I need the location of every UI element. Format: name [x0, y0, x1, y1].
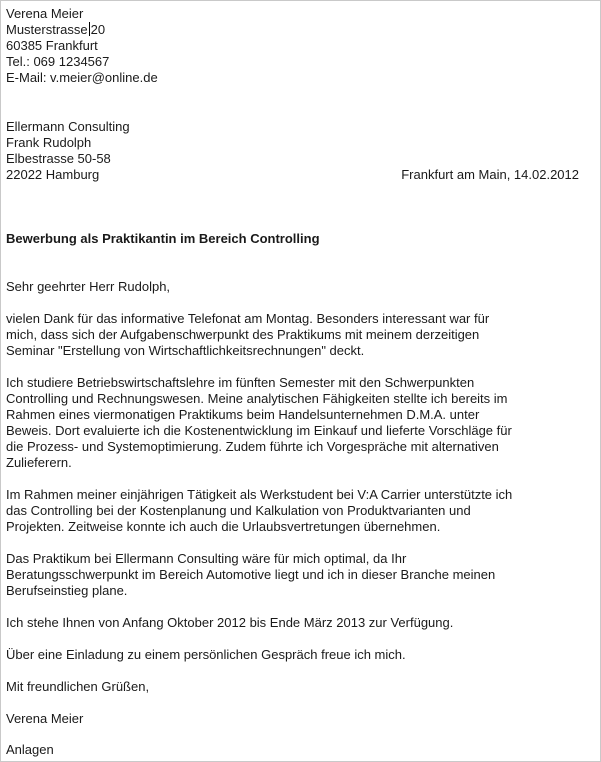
sender-email: E-Mail: v.meier@online.de	[6, 70, 158, 85]
paragraph-line: Zulieferern.	[6, 455, 72, 470]
recipient-street: Elbestrasse 50-58	[6, 151, 111, 166]
paragraph-line: Seminar "Erstellung von Wirtschaftlichkeitsrechnungen" deckt.	[6, 343, 365, 358]
sender-street	[6, 22, 105, 38]
text-cursor	[89, 22, 90, 36]
sender-street-name: Musterstrasse	[6, 22, 88, 37]
sender-city: 60385 Frankfurt	[6, 38, 98, 53]
enclosures: Anlagen	[6, 742, 54, 757]
paragraph-line: Über eine Einladung zu einem persönlichen Gespräch freue ich mich.	[6, 647, 406, 662]
paragraph-line: vielen Dank für das informative Telefonat am Montag. Besonders interessant war für	[6, 311, 490, 326]
paragraph-line: Im Rahmen meiner einjährigen Tätigkeit als Werkstudent bei V:A Carrier unterstützte ich	[6, 487, 513, 502]
paragraph-studies	[6, 375, 596, 471]
signature: Verena Meier	[6, 711, 84, 726]
paragraph-line: Das Praktikum bei Ellermann Consulting wäre für mich optimal, da Ihr	[6, 551, 407, 566]
sender-phone: Tel.: 069 1234567	[6, 54, 110, 69]
paragraph-availability	[6, 615, 596, 631]
paragraph-line: die Prozess- und Systemoptimierung. Zudem führte ich Vorgespräche mit alternativen	[6, 439, 499, 454]
paragraph-line: Berufseinstieg plane.	[6, 583, 128, 598]
letter-date: Frankfurt am Main, 14.02.2012	[401, 167, 579, 182]
paragraph-line: Controlling und Rechnungswesen. Meine analytischen Fähigkeiten stellte ich bereits im	[6, 391, 508, 406]
paragraph-line: Beratungsschwerpunkt im Bereich Automotive liegt und ich in dieser Branche meinen	[6, 567, 496, 582]
paragraph-interview	[6, 647, 596, 663]
letter-subject: Bewerbung als Praktikantin im Bereich Controlling	[6, 231, 320, 246]
sender-street-number: 20	[90, 22, 106, 37]
sender-name: Verena Meier	[6, 6, 84, 21]
recipient-company: Ellermann Consulting	[6, 119, 130, 134]
paragraph-line: mich, dass sich der Aufgabenschwerpunkt des Praktikums mit meinem derzeitigen	[6, 327, 480, 342]
paragraph-intro	[6, 311, 596, 359]
recipient-city: 22022 Hamburg	[6, 167, 100, 182]
paragraph-line: Ich stehe Ihnen von Anfang Oktober 2012 bis Ende März 2013 zur Verfügung.	[6, 615, 454, 630]
salutation: Sehr geehrter Herr Rudolph,	[6, 279, 171, 294]
paragraph-line: Projekten. Zeitweise konnte ich auch die Urlaubsvertretungen übernehmen.	[6, 519, 441, 534]
paragraph-motivation	[6, 551, 596, 599]
paragraph-line: Ich studiere Betriebswirtschaftslehre im fünften Semester mit den Schwerpunkten	[6, 375, 475, 390]
paragraph-line: Beweis. Dort evaluierte ich die Kostenentwicklung im Einkauf und lieferte Vorschläge für	[6, 423, 512, 438]
paragraph-line: Rahmen eines viermonatigen Praktikums beim Handelsunternehmen D.M.A. unter	[6, 407, 480, 422]
paragraph-line: das Controlling bei der Kostenplanung und Kalkulation von Produktvarianten und	[6, 503, 471, 518]
closing: Mit freundlichen Grüßen,	[6, 679, 150, 694]
recipient-person: Frank Rudolph	[6, 135, 92, 150]
paragraph-work-experience	[6, 487, 596, 535]
